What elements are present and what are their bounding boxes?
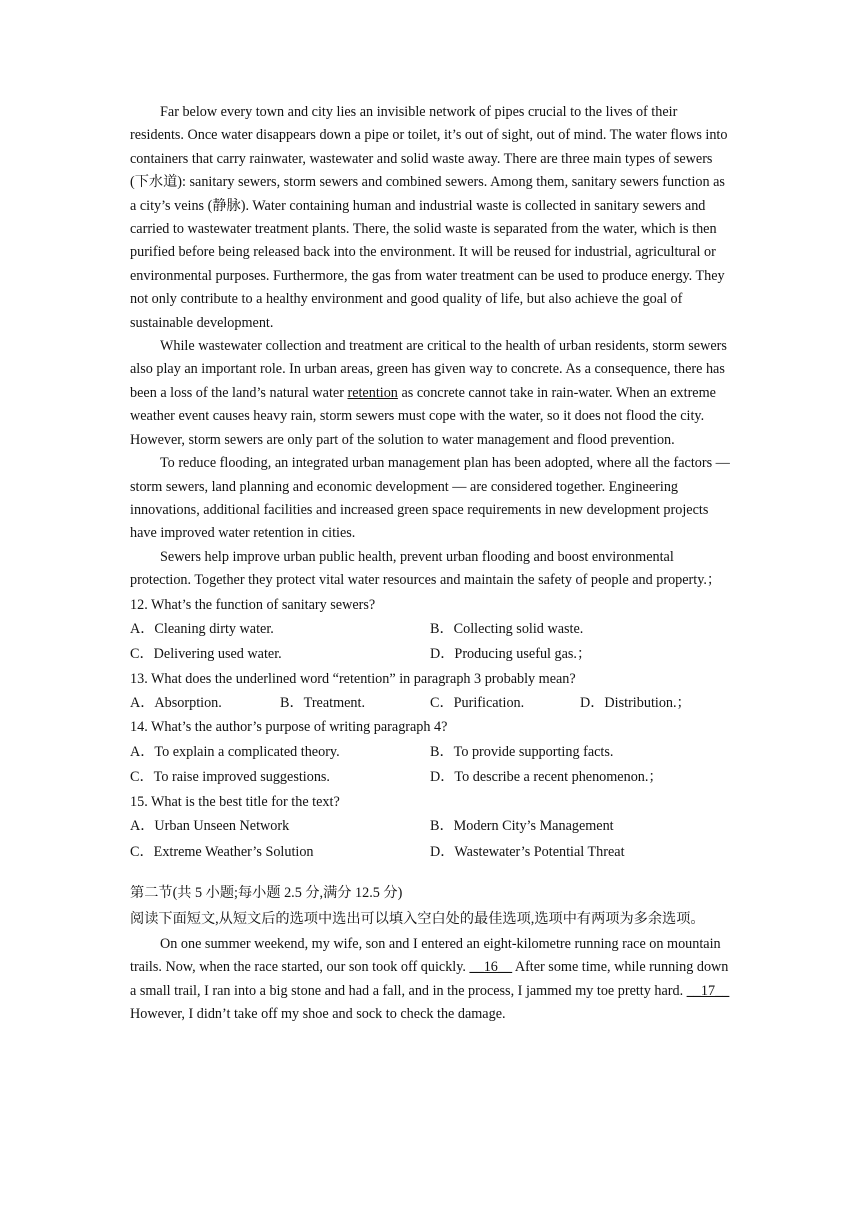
section-2-paragraph-1 bbox=[130, 933, 730, 1027]
question-15-stem: 15. What is the best title for the text? bbox=[130, 793, 340, 810]
question-12-options-row-1 bbox=[130, 617, 730, 643]
question-12-stem: 12. What’s the function of sanitary sewers? bbox=[130, 596, 376, 613]
passage-paragraph-4: Sewers help improve urban public health, prevent urban flooding and boost environmental protection. Together they protect vital water resources and maintain the safety of people and property.； bbox=[130, 548, 722, 589]
section-2-instruction: 阅读下面短文,从短文后的选项中选出可以填入空白处的最佳选项,选项中有两项为多余选项。 bbox=[130, 910, 705, 927]
underlined-word-retention: retention bbox=[347, 384, 398, 401]
section-spacer bbox=[130, 865, 730, 882]
section-2-text-3: However, I didn’t take off my shoe and sock to check the damage. bbox=[130, 1006, 506, 1023]
document-page bbox=[130, 101, 730, 1027]
question-14-options-row-1 bbox=[130, 740, 730, 766]
question-15-option-d: D．Wastewater’s Potential Threat bbox=[430, 843, 625, 860]
question-13-stem: 13. What does the underlined word “retention” in paragraph 3 probably mean? bbox=[130, 670, 576, 687]
passage-paragraph-3: To reduce flooding, an integrated urban management plan has been adopted, where all the factors — storm sewers, land planning and economic development — are considered together. Engineering innovations, additional facilities and increased green space requirements in new development projects have improved water retention in cities. bbox=[130, 455, 730, 542]
question-13-option-b: B．Treatment. bbox=[280, 695, 365, 712]
section-2-text-2: After some time, while running down a small trail, I ran into a big stone and had a fall, and in the process, I jammed my toe pretty hard. bbox=[130, 959, 729, 999]
question-14-option-d: D．To describe a recent phenomenon.； bbox=[430, 769, 663, 786]
question-12-option-a: A．Cleaning dirty water. bbox=[130, 620, 274, 637]
blank-16: __16__ bbox=[469, 959, 513, 976]
question-13-option-d: D．Distribution.； bbox=[580, 695, 691, 712]
question-15-option-b: B．Modern City’s Management bbox=[430, 818, 614, 835]
question-13-options-row bbox=[130, 691, 730, 716]
section-2-title: 第二节(共 5 小题;每小题 2.5 分,满分 12.5 分) bbox=[130, 885, 403, 902]
question-15-option-a: A．Urban Unseen Network bbox=[130, 818, 290, 835]
section-2-text-1: On one summer weekend, my wife, son and I entered an eight-kilometre running race on mountain trails. Now, when the race started, our son took off quickly. bbox=[130, 935, 721, 976]
question-14-option-c: C．To raise improved suggestions. bbox=[130, 769, 330, 786]
question-14-options-row-2 bbox=[130, 765, 730, 791]
question-12-option-c: C．Delivering used water. bbox=[130, 646, 282, 663]
question-13-option-c: C．Purification. bbox=[430, 695, 525, 712]
question-14-stem: 14. What’s the author’s purpose of writing paragraph 4? bbox=[130, 719, 448, 736]
question-12-options-row-2 bbox=[130, 642, 730, 668]
question-15-option-c: C．Extreme Weather’s Solution bbox=[130, 843, 314, 860]
passage-paragraph-1: Far below every town and city lies an invisible network of pipes crucial to the lives of their residents. Once water disappears down a pipe or toilet, it’s out of sight, out of mind. The water flows into containers that carry rainwater, wastewater and solid waste away. There are three main types of sewers (下水道): sanitary sewers, storm sewers and combined sewers. Among them, sanitary sewers function as a city’s veins (静脉). Water containing human and industrial waste is collected in sanitary sewers and carried to wastewater treatment plants. There, the solid waste is separated from the water, which is then purified before being released back into the environment. It will be reused for industrial, agricultural or environmental purposes. Furthermore, the gas from water treatment can be used to produce energy. They not only contribute to a healthy environment and good quality of life, but also achieve the goal of sustainable development. bbox=[130, 104, 728, 331]
question-15-options-row-1 bbox=[130, 814, 730, 840]
question-12-option-d: D．Producing useful gas.； bbox=[430, 646, 592, 663]
question-12-option-b: B．Collecting solid waste. bbox=[430, 620, 584, 637]
question-14-option-a: A．To explain a complicated theory. bbox=[130, 743, 340, 760]
question-15-options-row-2 bbox=[130, 840, 730, 866]
paragraph-2-text-before: While wastewater collection and treatment are critical to the health of urban residents, storm sewers also play an important role. In urban areas, green has given way to concrete. As a consequence, there has been a loss of the land’s natural water bbox=[130, 338, 727, 401]
paragraph-2-text-after: as concrete cannot take in rain-water. When an extreme weather event causes heavy rain, storm sewers must cope with the water, so it does not flood the city. However, storm sewers are only part of the solution to water management and flood prevention. bbox=[130, 384, 716, 448]
question-14-option-b: B．To provide supporting facts. bbox=[430, 743, 614, 760]
passage-paragraph-2 bbox=[130, 335, 730, 452]
blank-17: __17__ bbox=[686, 982, 730, 999]
question-13-option-a: A．Absorption. bbox=[130, 695, 222, 712]
